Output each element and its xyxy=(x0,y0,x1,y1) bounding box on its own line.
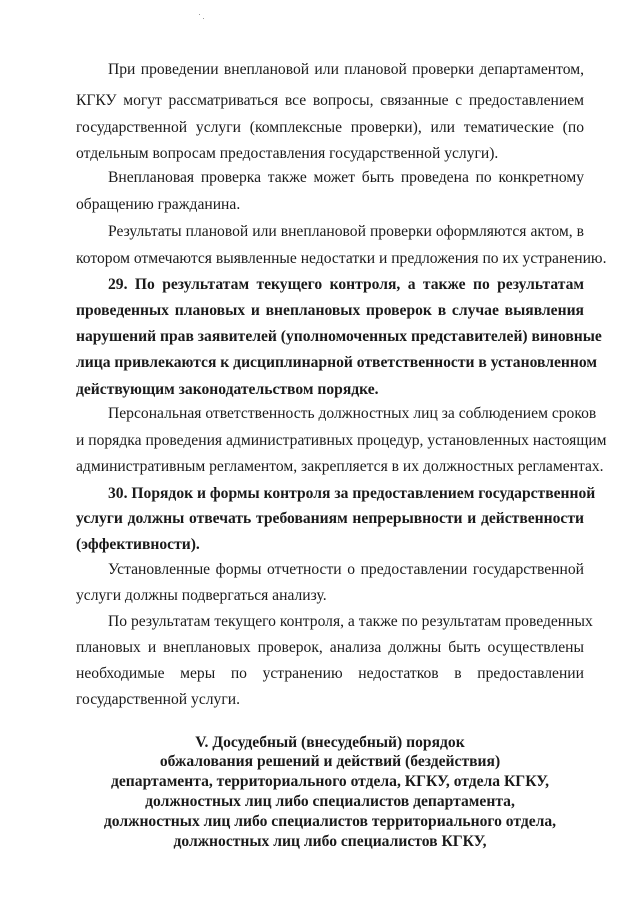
text-line: административным регламентом, закрепляется в их должностных регламентах. xyxy=(76,458,604,475)
heading-line: должностных лиц либо специалистов КГКУ, xyxy=(173,833,487,850)
scan-speck xyxy=(199,14,200,15)
text-line: государственной услуги (комплексные проверки), или тематические (по xyxy=(76,119,584,136)
text-line: При проведении внеплановой или плановой проверки департаментом, xyxy=(108,61,584,78)
text-line: действующим законодательством порядке. xyxy=(76,381,379,398)
heading-line: V. Досудебный (внесудебный) порядок xyxy=(195,734,465,751)
text-line: Персональная ответственность должностных лиц за соблюдением сроков xyxy=(108,405,597,422)
scan-speck xyxy=(203,18,204,19)
heading-line: должностных лиц либо специалистов территориального отдела, xyxy=(103,813,557,830)
text-line: и порядка проведения административных процедур, установленных настоящим xyxy=(76,432,607,449)
text-line: обращению гражданина. xyxy=(76,196,241,213)
text-line: По результатам текущего контроля, а также по результатам проведенных xyxy=(108,613,593,630)
text-line: 29. По результатам текущего контроля, а также по результатам xyxy=(108,276,584,293)
heading-line: обжалования решений и действий (бездействия) xyxy=(159,753,501,770)
text-line: 30. Порядок и формы контроля за предоставлением государственной xyxy=(108,485,596,502)
text-line: Внеплановая проверка также может быть проведена по конкретному xyxy=(108,169,584,186)
text-line: необходимые меры по устранению недостатков в предоставлении xyxy=(76,665,584,682)
text-line: плановых и внеплановых проверок, анализа должны быть осуществлены xyxy=(76,639,584,656)
text-line: государственной услуги. xyxy=(76,691,240,708)
text-line: нарушений прав заявителей (уполномоченных представителей) виновные xyxy=(76,328,602,345)
text-line: услуги должны отвечать требованиям непрерывности и действенности xyxy=(76,510,584,527)
heading-line: департамента, территориального отдела, КГКУ, отдела КГКУ, xyxy=(110,773,550,790)
text-line: проведенных плановых и внеплановых проверок в случае выявления xyxy=(76,302,584,319)
text-line: (эффективности). xyxy=(76,536,200,553)
text-line: лица привлекаются к дисциплинарной ответственности в установленном xyxy=(76,354,597,371)
text-line: КГКУ могут рассматриваться все вопросы, связанные с предоставлением xyxy=(76,92,584,109)
text-line: Установленные формы отчетности о предоставлении государственной xyxy=(108,561,584,578)
text-line: Результаты плановой или внеплановой проверки оформляются актом, в xyxy=(108,223,584,240)
text-line: отдельным вопросам предоставления государственной услуги). xyxy=(76,145,499,162)
heading-line: должностных лиц либо специалистов департамента, xyxy=(145,793,515,810)
text-line: котором отмечаются выявленные недостатки и предложения по их устранению. xyxy=(76,250,607,267)
text-line: услуги должны подвергаться анализу. xyxy=(76,587,327,604)
